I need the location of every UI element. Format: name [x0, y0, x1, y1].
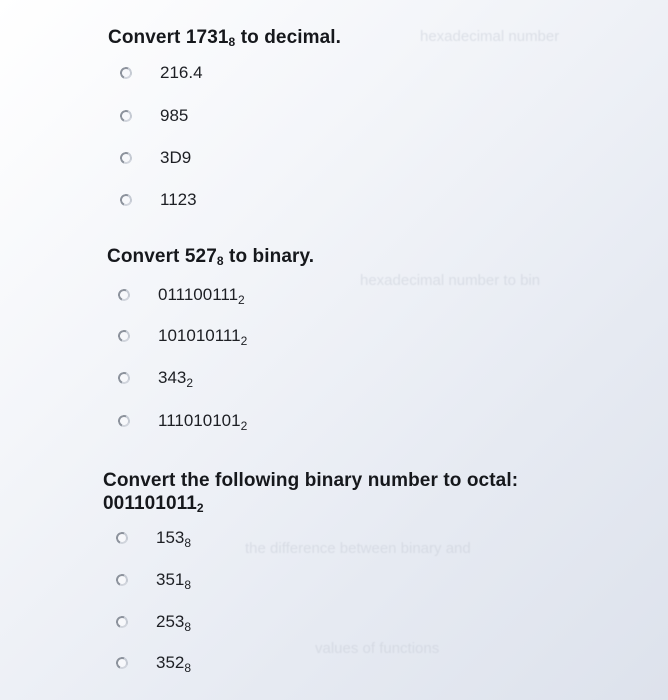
option-text: 011100111	[158, 285, 239, 304]
option-text: 3D9	[160, 148, 192, 167]
radio-button-icon[interactable]	[116, 413, 131, 428]
option-label	[156, 526, 191, 551]
question-1-title-tail: to decimal.	[235, 27, 342, 48]
question-1	[108, 27, 341, 49]
radio-button-icon[interactable]	[118, 108, 133, 123]
question-2-title	[107, 246, 314, 268]
question-1-title-text: Convert 1731	[108, 27, 229, 48]
question-3-title-line-2	[103, 493, 518, 515]
radio-button-icon[interactable]	[114, 655, 129, 670]
question-1-option-3[interactable]	[120, 146, 192, 170]
background-faint-text: hexadecimal number	[420, 28, 560, 45]
option-text: 111010101	[158, 411, 241, 430]
option-label	[160, 146, 191, 171]
question-2	[107, 246, 314, 268]
option-label	[158, 409, 247, 434]
option-text: 985	[160, 106, 189, 125]
question-3-option-2[interactable]	[116, 568, 192, 592]
question-1-title-subscript: 8	[228, 35, 236, 49]
question-3-title-line-1: Convert the following binary number to octal:	[103, 470, 519, 491]
question-2-title-subscript: 8	[216, 254, 224, 268]
background-faint-text: values of functions	[315, 640, 440, 657]
option-label	[156, 651, 191, 676]
question-3-option-3[interactable]	[116, 610, 192, 634]
option-subscript: 8	[184, 661, 192, 675]
question-3-option-4[interactable]	[116, 651, 192, 675]
question-2-option-4[interactable]	[118, 409, 248, 433]
radio-button-icon[interactable]	[118, 192, 133, 207]
option-label	[160, 61, 203, 86]
question-3	[103, 470, 518, 515]
option-label	[160, 188, 197, 213]
option-subscript: 2	[238, 293, 245, 307]
option-subscript: 8	[184, 620, 192, 634]
question-1-option-2[interactable]	[120, 104, 189, 128]
option-subscript: 8	[184, 536, 192, 550]
option-text: 352	[156, 653, 185, 672]
background-faint-text: the difference between binary and	[245, 540, 471, 557]
radio-button-icon[interactable]	[116, 328, 131, 343]
radio-button-icon[interactable]	[114, 614, 129, 629]
question-3-title-subscript: 2	[196, 501, 204, 515]
question-1-option-1[interactable]	[120, 61, 203, 85]
option-text: 216.4	[160, 63, 203, 82]
option-text: 101010111	[158, 326, 241, 345]
option-label	[156, 610, 191, 635]
radio-button-icon[interactable]	[116, 370, 131, 385]
question-2-title-text: Convert 527	[107, 246, 217, 267]
radio-button-icon[interactable]	[118, 150, 133, 165]
option-text: 253	[156, 612, 185, 631]
radio-button-icon[interactable]	[118, 65, 133, 80]
option-text: 153	[156, 528, 185, 547]
option-text: 351	[156, 570, 185, 589]
option-subscript: 8	[184, 578, 192, 592]
background-faint-text: hexadecimal number to bin	[360, 272, 541, 289]
option-label	[158, 366, 193, 391]
option-text: 343	[158, 368, 187, 387]
question-2-option-2[interactable]	[118, 324, 248, 348]
question-3-option-1[interactable]	[116, 526, 192, 550]
option-text: 1123	[160, 190, 197, 209]
option-label	[158, 324, 247, 349]
radio-button-icon[interactable]	[114, 572, 129, 587]
question-1-option-4[interactable]	[120, 188, 197, 212]
option-subscript: 2	[186, 376, 194, 390]
option-label	[158, 283, 245, 308]
question-2-option-3[interactable]	[118, 366, 194, 390]
question-1-title	[108, 27, 341, 49]
question-2-option-1[interactable]	[118, 283, 245, 307]
radio-button-icon[interactable]	[114, 530, 129, 545]
option-subscript: 2	[240, 334, 248, 348]
question-3-title-number: 001101011	[103, 493, 197, 514]
option-subscript: 2	[240, 419, 248, 433]
question-2-title-tail: to binary.	[223, 246, 315, 267]
radio-button-icon[interactable]	[116, 287, 131, 302]
option-label	[160, 104, 188, 129]
option-label	[156, 568, 191, 593]
